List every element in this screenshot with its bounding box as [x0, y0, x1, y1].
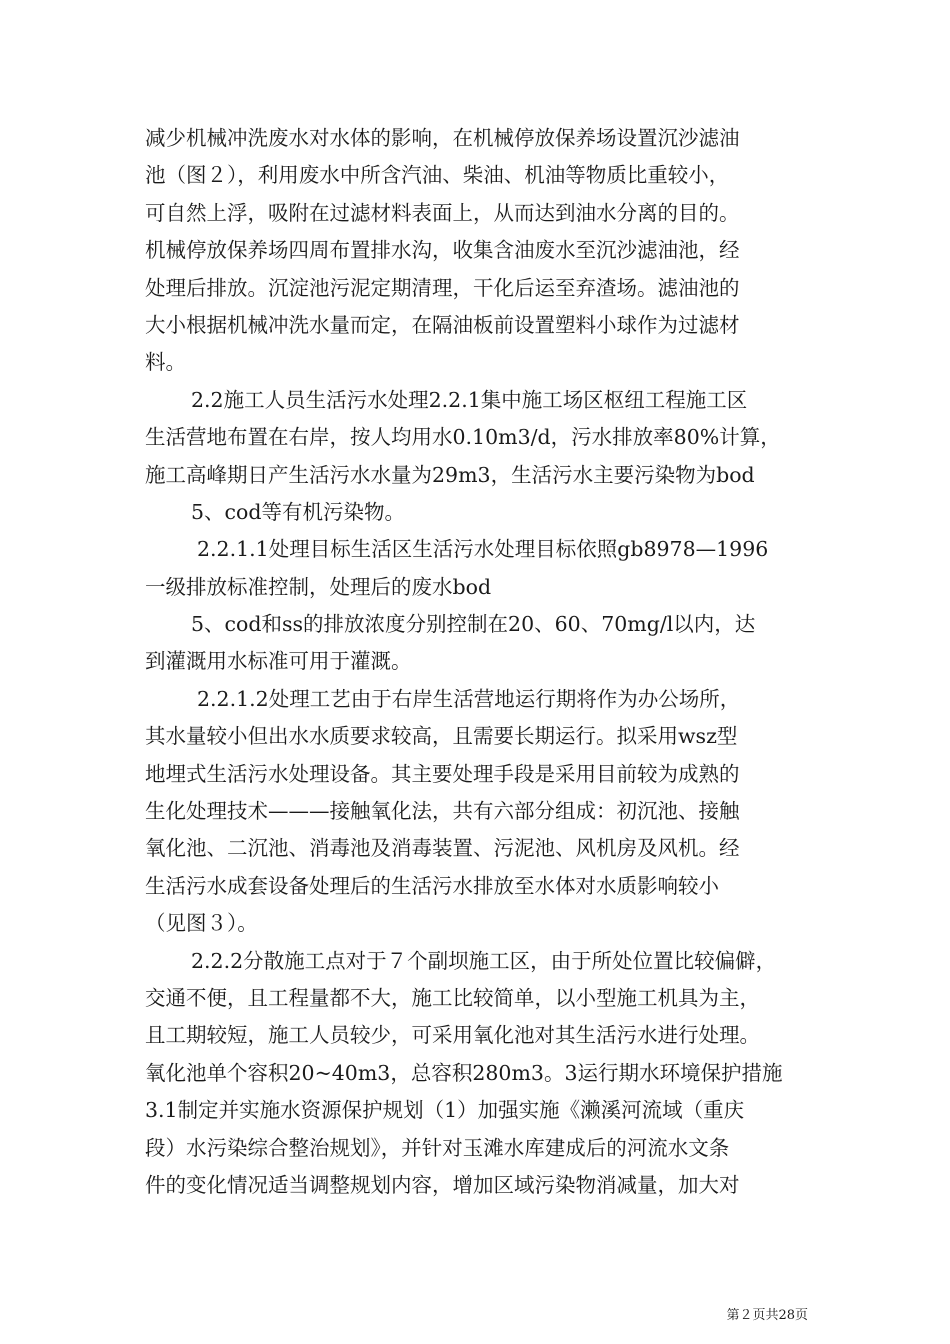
- text-line: 氧化池、二沉池、消毒池及消毒装置、污泥池、风机房及风机。经: [145, 836, 740, 861]
- text-line: 件的变化情况适当调整规划内容，增加区域污染物消减量，加大对: [145, 1172, 740, 1197]
- text-line: 可自然上浮，吸附在过滤材料表面上，从而达到油水分离的目的。: [145, 200, 740, 225]
- text-line: 段）水污染综合整治规划》，并针对玉滩水库建成后的河流水文条: [145, 1135, 730, 1160]
- text-line: 交通不便，且工程量都不大，施工比较简单，以小型施工机具为主，: [145, 985, 760, 1010]
- text-line: （见图３）。: [145, 911, 258, 936]
- text-line: 减少机械冲洗废水对水体的影响，在机械停放保养场设置沉沙滤油: [145, 126, 740, 150]
- text-line: 2.2.1.1处理目标生活区生活污水处理目标依照gb8978—1996: [197, 537, 769, 562]
- body-text: [145, 120, 815, 1204]
- text-line: 地埋式生活污水处理设备。其主要处理手段是采用目前较为成熟的: [145, 761, 740, 786]
- text-line: 机械停放保养场四周布置排水沟，收集含油废水至沉沙滤油池，经: [145, 238, 740, 263]
- text-line: 3.1制定并实施水资源保护规划（1）加强实施《濑溪河流域（重庆: [145, 1098, 745, 1123]
- text-line: 5、cod等有机污染物。: [191, 499, 405, 524]
- text-line: 大小根据机械冲洗水量而定，在隔油板前设置塑料小球作为过滤材: [145, 312, 740, 337]
- text-line: 氧化池单个容积20~40m3，总容积280m3。3运行期水环境保护措施: [145, 1060, 783, 1085]
- text-line: 5、cod和ss的排放浓度分别控制在20、60、70mg/l以内，达: [191, 612, 756, 637]
- page-footer: 第２页共28页: [726, 1308, 808, 1323]
- text-line: 2.2.1.2处理工艺由于右岸生活营地运行期将作为办公场所，: [197, 686, 741, 711]
- text-line: 2.2施工人员生活污水处理2.2.1集中施工场区枢纽工程施工区: [191, 387, 748, 412]
- text-line: 到灌溉用水标准可用于灌溉。: [145, 649, 412, 674]
- text-line: 2.2.2分散施工点对于７个副坝施工区，由于所处位置比较偏僻，: [191, 948, 777, 973]
- text-line: 其水量较小但出水水质要求较高，且需要长期运行。拟采用wsz型: [145, 724, 738, 749]
- text-line: 生活营地布置在右岸，按人均用水0.10m3/d，污水排放率80%计算，: [145, 425, 781, 450]
- text-line: 池（图２），利用废水中所含汽油、柴油、机油等物质比重较小，: [145, 163, 730, 188]
- text-line: 料。: [145, 350, 186, 375]
- text-line: 一级排放标准控制，处理后的废水bod: [145, 574, 492, 599]
- text-line: 且工期较短，施工人员较少，可采用氧化池对其生活污水进行处理。: [145, 1023, 760, 1048]
- text-line: 生化处理技术———接触氧化法，共有六部分组成：初沉池、接触: [145, 799, 740, 824]
- text-line: 处理后排放。沉淀池污泥定期清理，干化后运至弃渣场。滤油池的: [145, 275, 740, 300]
- text-line: 生活污水成套设备处理后的生活污水排放至水体对水质影响较小: [145, 873, 719, 898]
- text-line: 施工高峰期日产生活污水水量为29m3，生活污水主要污染物为bod: [145, 462, 755, 487]
